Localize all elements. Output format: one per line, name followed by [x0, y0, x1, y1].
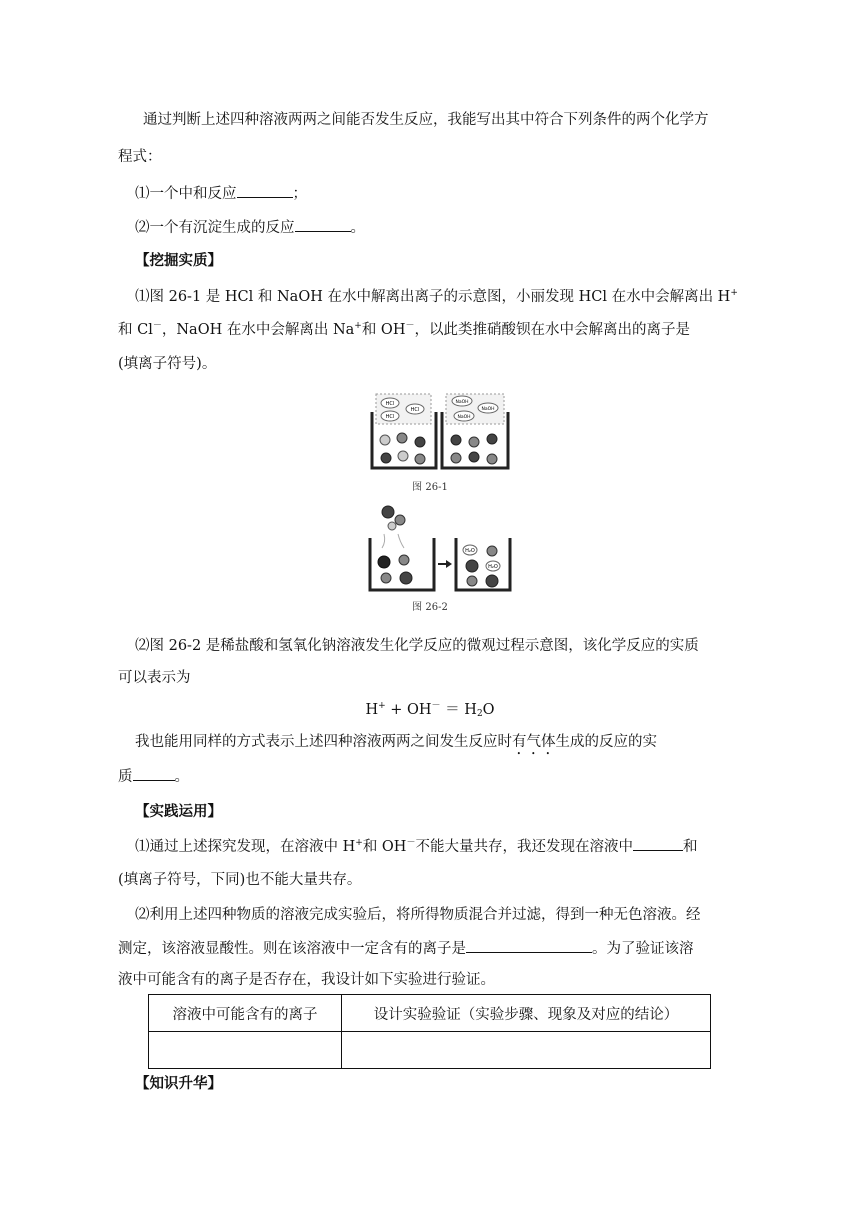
- s1-para3-text-a: 我也能用同样的方式表示上述四种溶液两两之间发生反应时: [135, 734, 512, 750]
- molecule-label: NaOH: [457, 415, 471, 420]
- experiment-table: [148, 994, 711, 1069]
- s2-para2-line3: 液中可能含有的离子是否存在，我设计如下实验进行验证。: [118, 972, 495, 988]
- s1-para2-line1: ⑵图 26-2 是稀盐酸和氢氧化钠溶液发生化学反应的微观过程示意图，该化学反应的实质: [135, 638, 699, 654]
- answer-blank-4[interactable]: [633, 838, 683, 851]
- s2-para1-line1: [135, 835, 697, 856]
- s2-text-b: 和 OH: [362, 839, 407, 855]
- table-header-design: 设计实验验证（实验步骤、现象及对应的结论）: [342, 995, 711, 1032]
- eq-o: O: [482, 702, 495, 718]
- question-2-text: ⑵一个有沉淀生成的反应: [135, 220, 295, 236]
- eq-h: H: [365, 702, 379, 718]
- s2-para1-line2: (填离子符号，下同)也不能大量共存。: [118, 872, 362, 888]
- section-heading-knowledge: 【知识升华】: [135, 1075, 222, 1092]
- s2-oh-charge: －: [406, 838, 416, 848]
- s2-para2-line1: ⑵利用上述四种物质的溶液完成实验后，将所得物质混合并过滤，得到一种无色溶液。经: [135, 907, 701, 923]
- s1-para3-text-c: 质: [118, 769, 133, 785]
- s1-para2-line2: 可以表示为: [118, 670, 191, 686]
- s1-para3-end: 。: [174, 769, 189, 785]
- table-header-ions: 溶液中可能含有的离子: [149, 995, 342, 1032]
- question-1-end: ；: [292, 186, 307, 202]
- figure-26-2-caption: 图 26-2: [412, 602, 448, 613]
- section-heading-practice: 【实践运用】: [135, 803, 222, 820]
- intro-line-2: 程式：: [118, 149, 162, 165]
- section-heading-explore: 【挖掘实质】: [135, 252, 222, 269]
- figure-26-1-caption: 图 26-1: [412, 482, 448, 493]
- eq-h-charge: +: [378, 701, 386, 711]
- eq-subscript: 2: [476, 709, 483, 719]
- answer-blank-3[interactable]: [133, 768, 175, 781]
- s2-text-a: ⑴通过上述探究发现，在溶液中 H: [135, 839, 356, 855]
- s2-para2-text-a: 测定，该溶液显酸性。则在该溶液中一定含有的离子是: [118, 941, 466, 957]
- answer-blank-1[interactable]: [237, 185, 293, 198]
- cl-charge: －: [152, 321, 162, 331]
- molecule-label: HCl: [385, 401, 395, 407]
- s2-para2-line2: [118, 937, 694, 958]
- s1-para1-line1-text: ⑴图 26-1 是 HCl 和 NaOH 在水中解离出离子的示意图，小丽发现 HCl 在水中会解离出 H: [135, 289, 731, 305]
- s2-text-d: 和: [682, 839, 698, 855]
- eq-oh-charge: －: [431, 701, 441, 711]
- answer-blank-2[interactable]: [295, 219, 351, 232]
- s2-text-c: 不能大量共存，我还发现在溶液中: [415, 839, 633, 855]
- question-2-end: 。: [350, 220, 365, 236]
- s1-para1-line3: (填离子符号)。: [118, 356, 217, 372]
- s1-text-c: 和 OH: [361, 322, 406, 338]
- molecule-label: HCl: [410, 407, 420, 413]
- s1-text-d: ，以此类推硝酸钡在水中会解离出的离子是: [414, 322, 690, 338]
- s1-para1-line2: [118, 318, 690, 339]
- molecule-label: NaOH: [455, 400, 469, 405]
- na-charge: +: [354, 321, 362, 331]
- water-label: H₂O: [465, 548, 475, 554]
- s1-para3-line1: [135, 730, 657, 758]
- figure-26-1-left-beaker: [370, 392, 510, 472]
- h-charge: +: [730, 288, 738, 298]
- s1-para3-line2: [118, 765, 189, 786]
- oh-charge: －: [405, 321, 415, 331]
- table-row: [149, 1032, 711, 1069]
- answer-blank-5[interactable]: [466, 940, 592, 953]
- s1-text-a: 和 Cl: [118, 322, 153, 338]
- s2-para2-text-b: 。为了验证该溶: [592, 941, 694, 957]
- ionic-equation: [0, 698, 860, 719]
- question-1: [135, 182, 307, 203]
- emphasis-gas: 有气体: [512, 734, 556, 750]
- question-1-text: ⑴一个中和反应: [135, 186, 237, 202]
- figure-26-2-reaction: [368, 498, 512, 594]
- water-label: H₂O: [488, 564, 498, 570]
- table-cell-ions[interactable]: [149, 1032, 342, 1069]
- molecule-label: HCl: [385, 414, 395, 420]
- intro-line-1: 通过判断上述四种溶液两两之间能否发生反应，我能写出其中符合下列条件的两个化学方: [143, 112, 709, 128]
- s1-text-b: ，NaOH 在水中会解离出 Na: [161, 322, 355, 338]
- molecule-label: NaOH: [481, 407, 495, 412]
- eq-plus-oh: + OH: [385, 702, 432, 718]
- question-2: [135, 216, 365, 237]
- eq-equals-h: ＝ H: [440, 702, 477, 718]
- table-header-row: [149, 995, 711, 1032]
- s1-para3-text-b: 生成的反应的实: [555, 734, 657, 750]
- s2-h-charge: +: [355, 838, 363, 848]
- s1-para1-line1: [135, 285, 738, 306]
- table-cell-design[interactable]: [342, 1032, 711, 1069]
